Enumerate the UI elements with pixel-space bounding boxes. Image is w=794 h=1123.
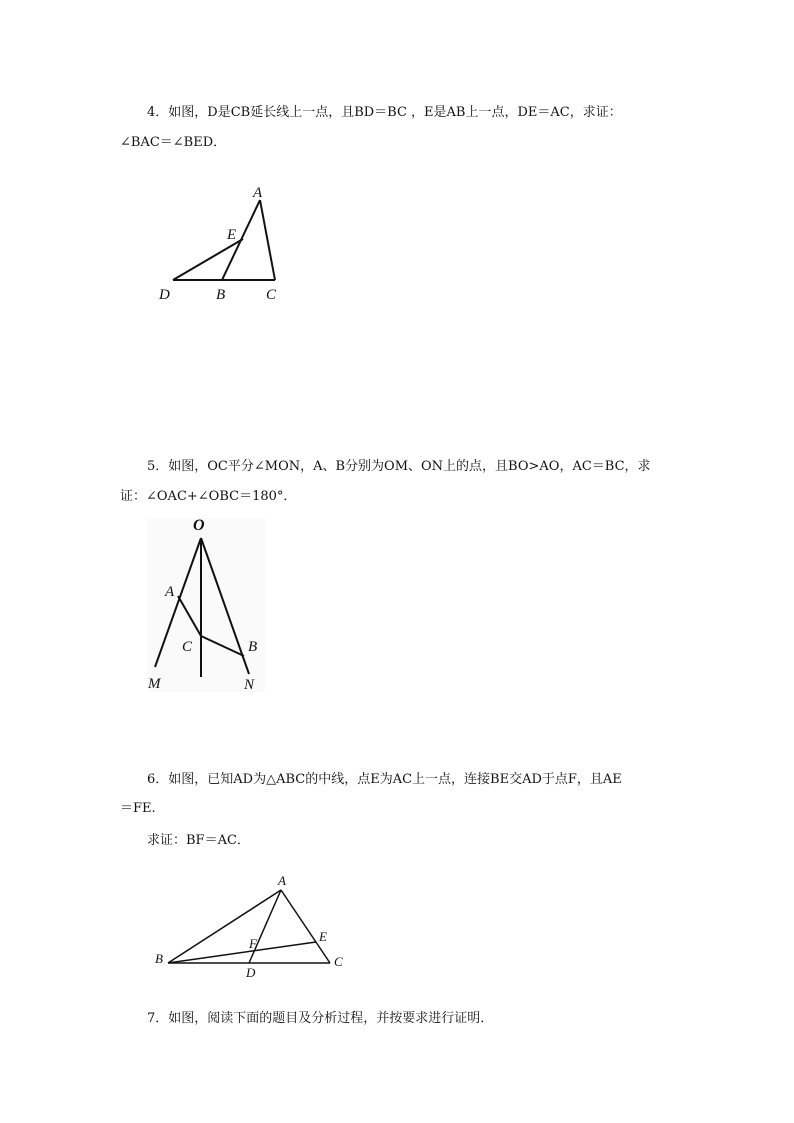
- label-E: E: [227, 227, 237, 243]
- problem-6-statement-cont: ＝FE.: [120, 801, 156, 816]
- label-C: C: [334, 954, 343, 969]
- label-A: A: [253, 185, 263, 201]
- label-N: N: [244, 677, 255, 693]
- label-D: D: [246, 965, 256, 980]
- label-C: C: [182, 639, 193, 655]
- label-B: B: [216, 287, 226, 303]
- problem-5-statement: 5．如图，OC平分∠MON，A、B分别为OM、ON上的点，且BO>AO，AC＝BC，求: [147, 459, 651, 474]
- label-M: M: [148, 676, 161, 692]
- label-A: A: [278, 873, 286, 888]
- problem-4-statement-cont: ∠BAC＝∠BED．: [120, 135, 227, 150]
- problem-5-figure: [145, 512, 270, 694]
- problem-5-statement-cont: 证：∠OAC+∠OBC＝180°．: [120, 489, 297, 504]
- label-B: B: [155, 951, 163, 966]
- label-F: F: [249, 936, 257, 951]
- label-C: C: [266, 287, 277, 303]
- label-O: O: [193, 517, 205, 534]
- label-E: E: [319, 929, 327, 944]
- label-B: B: [248, 639, 258, 655]
- segment-BE: [168, 942, 316, 963]
- problem-4-figure: [150, 176, 310, 306]
- label-A: A: [165, 584, 175, 600]
- figure-background: [147, 518, 265, 692]
- problem-6-prove: 求证：BF＝AC．: [147, 833, 250, 848]
- problem-6-figure: [150, 870, 355, 982]
- problem-4-statement: 4．如图，D是CB延长线上一点，且BD＝BC ，E是AB上一点，DE＝AC，求证：: [147, 105, 622, 120]
- label-D: D: [159, 287, 170, 303]
- problem-6-statement: 6．如图，已知AD为△ABC的中线，点E为AC上一点，连接BE交AD于点F，且AE: [147, 772, 622, 787]
- segment-BA: [168, 890, 281, 963]
- segment-CA: [260, 200, 275, 280]
- problem-7-statement: 7．如图，阅读下面的题目及分析过程，并按要求进行证明．: [147, 1011, 494, 1026]
- segment-AC: [281, 890, 330, 963]
